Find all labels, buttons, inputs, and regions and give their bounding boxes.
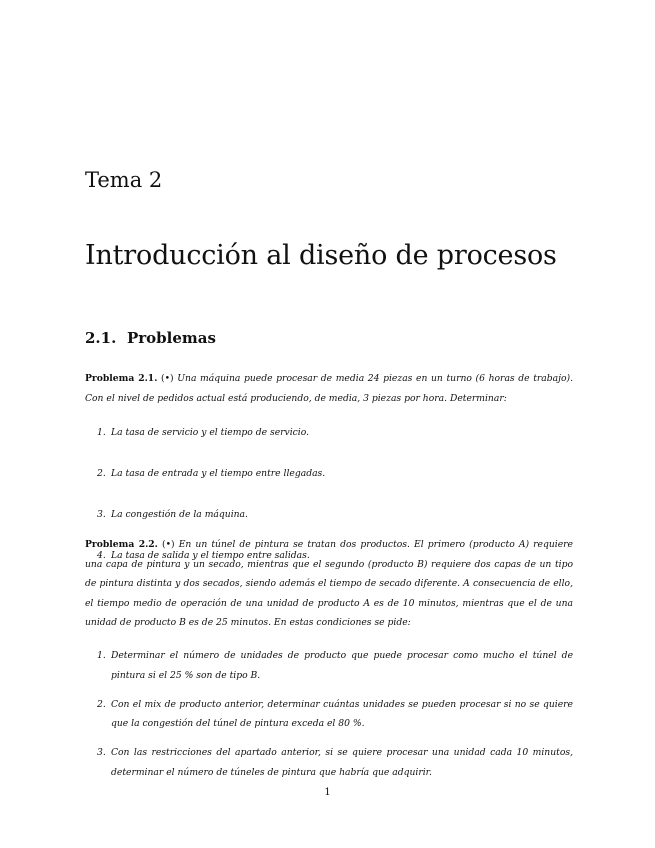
item-text: La tasa de entrada y el tiempo entre llegadas. — [111, 468, 326, 479]
section-title: Problemas — [127, 329, 216, 347]
list-item — [85, 646, 573, 685]
item-text: La congestión de la máquina. — [111, 509, 248, 520]
problem-statement — [85, 535, 573, 633]
item-text: Determinar el número de unidades de producto que puede procesar como mucho el túnel de pintura si el 25 % son de tipo B. — [111, 650, 573, 681]
item-number: 3. — [97, 747, 106, 758]
chapter-label: Tema 2 — [85, 168, 163, 192]
chapter-title: Introducción al diseño de procesos — [85, 240, 557, 271]
problem-text: En un túnel de pintura se tratan dos productos. El primero (producto A) requiere una capa de pintura y un secado, mientras que el segundo (producto B) requiere dos capas de un tipo de pintura distinta y dos secados, siendo además el tiempo de secado diferente. A consecuencia de ello, el tiempo medio de operación de una unidad de producto A es de 10 minutos, mientras que el de una unidad de producto B es de 25 minutos. En estas condiciones se pide: — [85, 539, 573, 628]
list-item — [85, 743, 573, 782]
page-number: 1 — [324, 787, 331, 798]
list-item — [85, 464, 573, 484]
item-number: 3. — [97, 509, 106, 520]
item-number: 1. — [97, 650, 106, 661]
problem-statement — [85, 369, 573, 408]
problem-text: Una máquina puede procesar de media 24 piezas en un turno (6 horas de trabajo). Con el nivel de pedidos actual está produciendo, de media, 3 piezas por hora. Determinar: — [85, 373, 574, 404]
section-heading — [85, 329, 216, 347]
item-text: Con el mix de producto anterior, determinar cuántas unidades se pueden procesar si no se quiere que la congestión del túnel de pintura exceda el 80 %. — [111, 698, 573, 729]
list-item — [85, 695, 573, 734]
problem-label: Problema 2.2. — [85, 539, 158, 550]
list-item — [85, 505, 573, 525]
problem-label: Problema 2.1. — [85, 373, 158, 384]
item-text: La tasa de servicio y el tiempo de servicio. — [111, 427, 310, 438]
item-text: Con las restricciones del apartado anterior, si se quiere procesar una unidad cada 10 minutos, determinar el número de túneles de pintura que habría que adquirir. — [111, 747, 573, 778]
list-item — [85, 423, 573, 443]
item-number: 4. — [97, 550, 106, 561]
item-number: 1. — [97, 427, 106, 438]
item-number: 2. — [97, 698, 106, 710]
item-text: La tasa de salida y el tiempo entre salidas. — [111, 550, 310, 561]
item-number: 2. — [97, 468, 106, 479]
difficulty-mark: (•) — [161, 539, 175, 550]
problem-items-list — [85, 646, 573, 792]
difficulty-mark: (•) — [161, 373, 174, 384]
section-number: 2.1. — [85, 329, 117, 347]
